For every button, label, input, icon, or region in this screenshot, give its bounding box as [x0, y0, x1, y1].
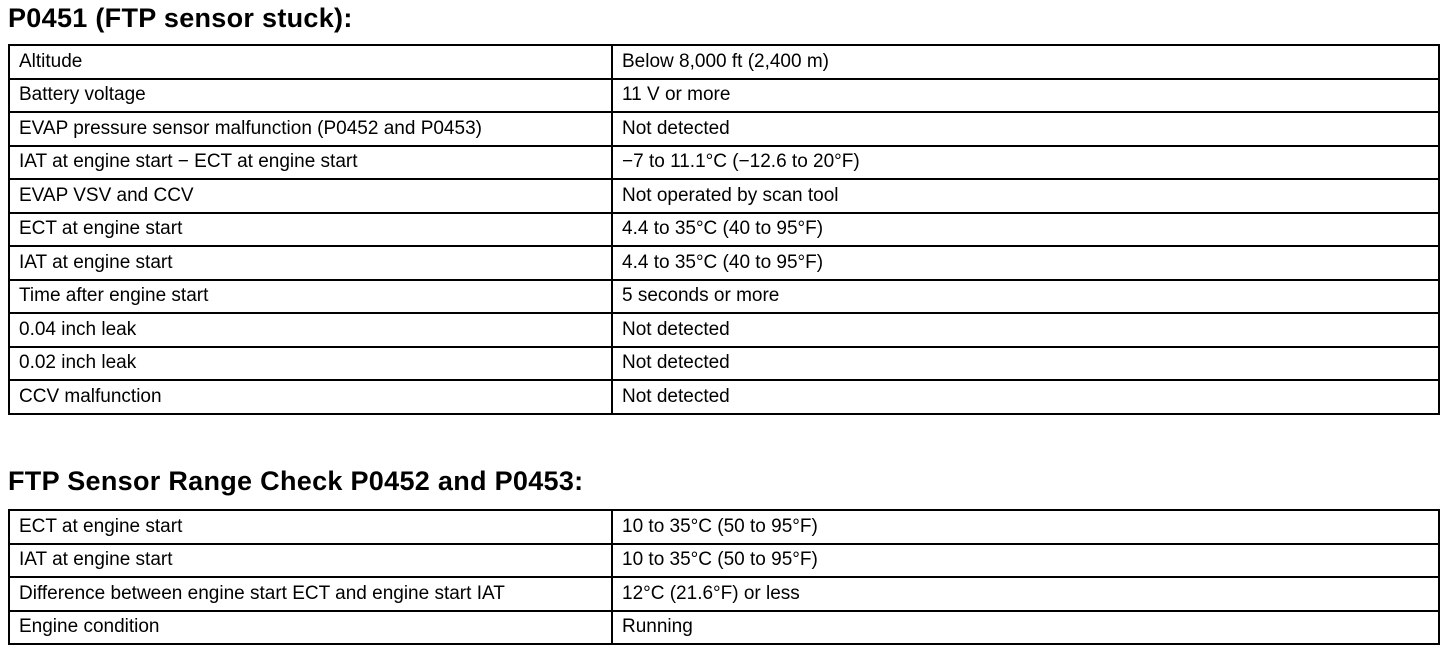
- table-row: [9, 280, 1439, 314]
- condition-value: 11 V or more: [612, 79, 1439, 113]
- table-row: [9, 611, 1439, 645]
- condition-value: Running: [612, 611, 1439, 645]
- condition-item: IAT at engine start: [9, 246, 612, 280]
- condition-item: ECT at engine start: [9, 213, 612, 247]
- condition-value: 4.4 to 35°C (40 to 95°F): [612, 213, 1439, 247]
- table-row: [9, 246, 1439, 280]
- condition-value: Not operated by scan tool: [612, 179, 1439, 213]
- condition-item: Altitude: [9, 45, 612, 79]
- table-row: [9, 79, 1439, 113]
- table-row: [9, 112, 1439, 146]
- condition-value: Not detected: [612, 313, 1439, 347]
- condition-item: Time after engine start: [9, 280, 612, 314]
- condition-item: EVAP VSV and CCV: [9, 179, 612, 213]
- table-row: [9, 213, 1439, 247]
- condition-item: Battery voltage: [9, 79, 612, 113]
- condition-item: ECT at engine start: [9, 510, 612, 544]
- condition-value: Below 8,000 ft (2,400 m): [612, 45, 1439, 79]
- ftp-range-check-table: [8, 509, 1440, 645]
- condition-item: IAT at engine start − ECT at engine start: [9, 146, 612, 180]
- condition-item: IAT at engine start: [9, 544, 612, 578]
- table-row: [9, 544, 1439, 578]
- section-title-ftp-range-check: FTP Sensor Range Check P0452 and P0453:: [8, 466, 584, 496]
- condition-value: −7 to 11.1°C (−12.6 to 20°F): [612, 146, 1439, 180]
- condition-value: 5 seconds or more: [612, 280, 1439, 314]
- section-title-p0451: P0451 (FTP sensor stuck):: [8, 3, 353, 33]
- table-row: [9, 313, 1439, 347]
- table-row: [9, 577, 1439, 611]
- table-row: [9, 45, 1439, 79]
- condition-item: Engine condition: [9, 611, 612, 645]
- condition-item: Difference between engine start ECT and engine start IAT: [9, 577, 612, 611]
- condition-value: Not detected: [612, 347, 1439, 381]
- condition-item: 0.02 inch leak: [9, 347, 612, 381]
- table-row: [9, 510, 1439, 544]
- p0451-conditions-table: [8, 44, 1440, 415]
- condition-item: EVAP pressure sensor malfunction (P0452 and P0453): [9, 112, 612, 146]
- condition-value: 10 to 35°C (50 to 95°F): [612, 544, 1439, 578]
- condition-value: Not detected: [612, 380, 1439, 414]
- condition-value: 12°C (21.6°F) or less: [612, 577, 1439, 611]
- condition-item: CCV malfunction: [9, 380, 612, 414]
- table-row: [9, 179, 1439, 213]
- condition-value: 4.4 to 35°C (40 to 95°F): [612, 246, 1439, 280]
- table-row: [9, 380, 1439, 414]
- condition-item: 0.04 inch leak: [9, 313, 612, 347]
- table-row: [9, 146, 1439, 180]
- table-row: [9, 347, 1439, 381]
- condition-value: 10 to 35°C (50 to 95°F): [612, 510, 1439, 544]
- condition-value: Not detected: [612, 112, 1439, 146]
